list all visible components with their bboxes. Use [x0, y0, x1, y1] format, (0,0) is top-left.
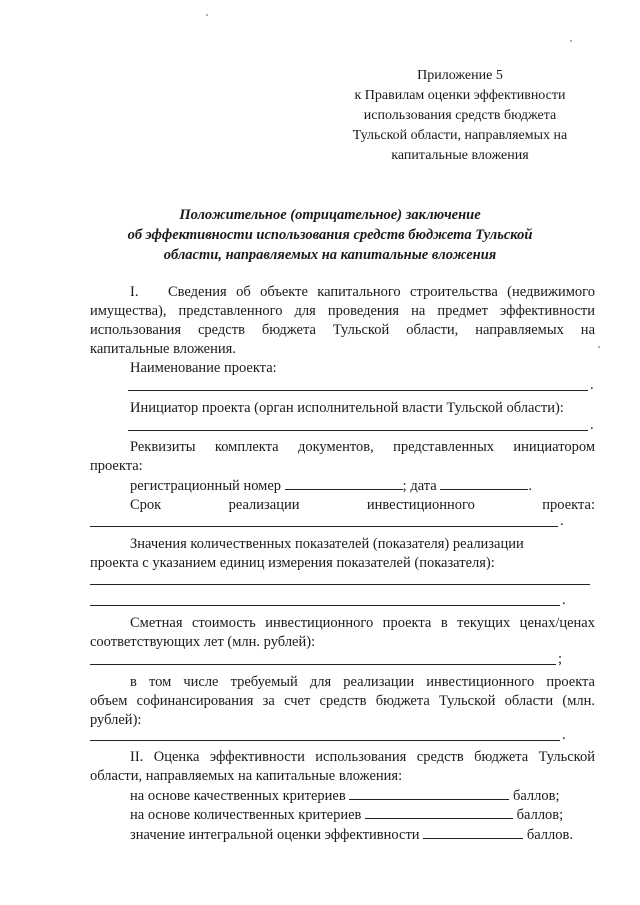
document-title: Положительное (отрицательное) заключение	[179, 207, 481, 223]
appendix-rules-line: использования средств бюджета	[363, 108, 557, 123]
cost-label: Сметная стоимость инвестиционного проекта в текущих ценах/ценах	[130, 615, 595, 631]
initiator-label: Инициатор проекта (орган исполнительной власти Тульской области):	[130, 400, 564, 416]
cost-label: соответствующих лет (млн. рублей):	[90, 634, 316, 650]
quantitative-blank[interactable]	[90, 584, 590, 585]
initiator-blank[interactable]	[128, 430, 588, 431]
qualitative-score-blank[interactable]	[349, 787, 509, 800]
scan-speck	[206, 14, 208, 16]
term-blank[interactable]	[90, 526, 558, 527]
cofinance-label: объем софинансирования за счет средств бюджета Тульской области (млн.	[90, 693, 595, 709]
section-heading-text: использования средств бюджета Тульской области, направляемых на	[90, 322, 595, 338]
project-name-label: Наименование проекта:	[130, 360, 277, 376]
project-name-blank[interactable]	[128, 390, 588, 391]
section-heading-text: капитальные вложения.	[90, 341, 236, 357]
appendix-number: Приложение 5	[417, 68, 503, 83]
semicolon: ;	[558, 651, 563, 667]
appendix-rules-line: к Правилам оценки эффективности	[354, 88, 566, 103]
period: .	[590, 377, 594, 393]
quantitative-label: проекта с указанием единиц измерения показателей (показателя):	[90, 555, 495, 571]
score-unit: баллов;	[512, 788, 560, 804]
appendix-rules-line: Тульской области, направляемых на	[352, 128, 568, 143]
section-heading-text: Сведения об объекте капитального строительства (недвижимого	[168, 284, 595, 300]
integral-score-label: значение интегральной оценки эффективности	[130, 827, 420, 843]
qualitative-label: на основе качественных критериев	[130, 788, 346, 804]
cofinance-blank[interactable]	[90, 740, 560, 741]
scan-speck	[570, 40, 572, 42]
score-unit: баллов.	[526, 827, 573, 843]
scan-speck	[598, 346, 600, 348]
integral-score-blank[interactable]	[423, 826, 523, 839]
score-unit: баллов;	[516, 807, 564, 823]
period: .	[590, 417, 594, 433]
term-label: Срок реализации инвестиционного проекта:	[130, 497, 595, 513]
date-blank[interactable]	[440, 477, 528, 490]
period: .	[528, 478, 532, 494]
quantitative-score-label: на основе количественных критериев	[130, 807, 362, 823]
period: .	[562, 592, 566, 608]
section-number: I.	[130, 284, 139, 300]
quantitative-blank[interactable]	[90, 605, 560, 606]
period: .	[560, 513, 564, 529]
period: .	[562, 727, 566, 743]
section2-heading: области, направляемых на капитальные вложения:	[90, 768, 403, 784]
cofinance-label: рублей):	[90, 712, 142, 728]
cofinance-label: в том числе требуемый для реализации инвестиционного проекта	[130, 674, 595, 690]
integral-score-row	[130, 826, 573, 844]
cost-blank[interactable]	[90, 664, 556, 665]
quantitative-label: Значения количественных показателей (показателя) реализации	[130, 536, 524, 552]
section2-heading: II. Оценка эффективности использования средств бюджета Тульской	[130, 749, 595, 765]
document-title: области, направляемых на капитальные вложения	[163, 247, 497, 263]
requisites-label: проекта:	[90, 458, 143, 474]
section-heading-text: имущества), представленного для проведения на предмет эффективности	[90, 303, 595, 319]
date-label: ; дата	[402, 478, 437, 494]
quantitative-score-row	[130, 806, 563, 824]
qualitative-row	[130, 787, 560, 805]
reg-number-row	[130, 477, 532, 495]
reg-number-blank[interactable]	[285, 477, 403, 490]
reg-number-label: регистрационный номер	[130, 478, 282, 494]
document-title: об эффективности использования средств бюджета Тульской	[127, 227, 533, 243]
appendix-rules-line: капитальные вложения	[391, 148, 529, 163]
quantitative-score-blank[interactable]	[365, 806, 513, 819]
requisites-label: Реквизиты комплекта документов, представленных инициатором	[130, 439, 595, 455]
